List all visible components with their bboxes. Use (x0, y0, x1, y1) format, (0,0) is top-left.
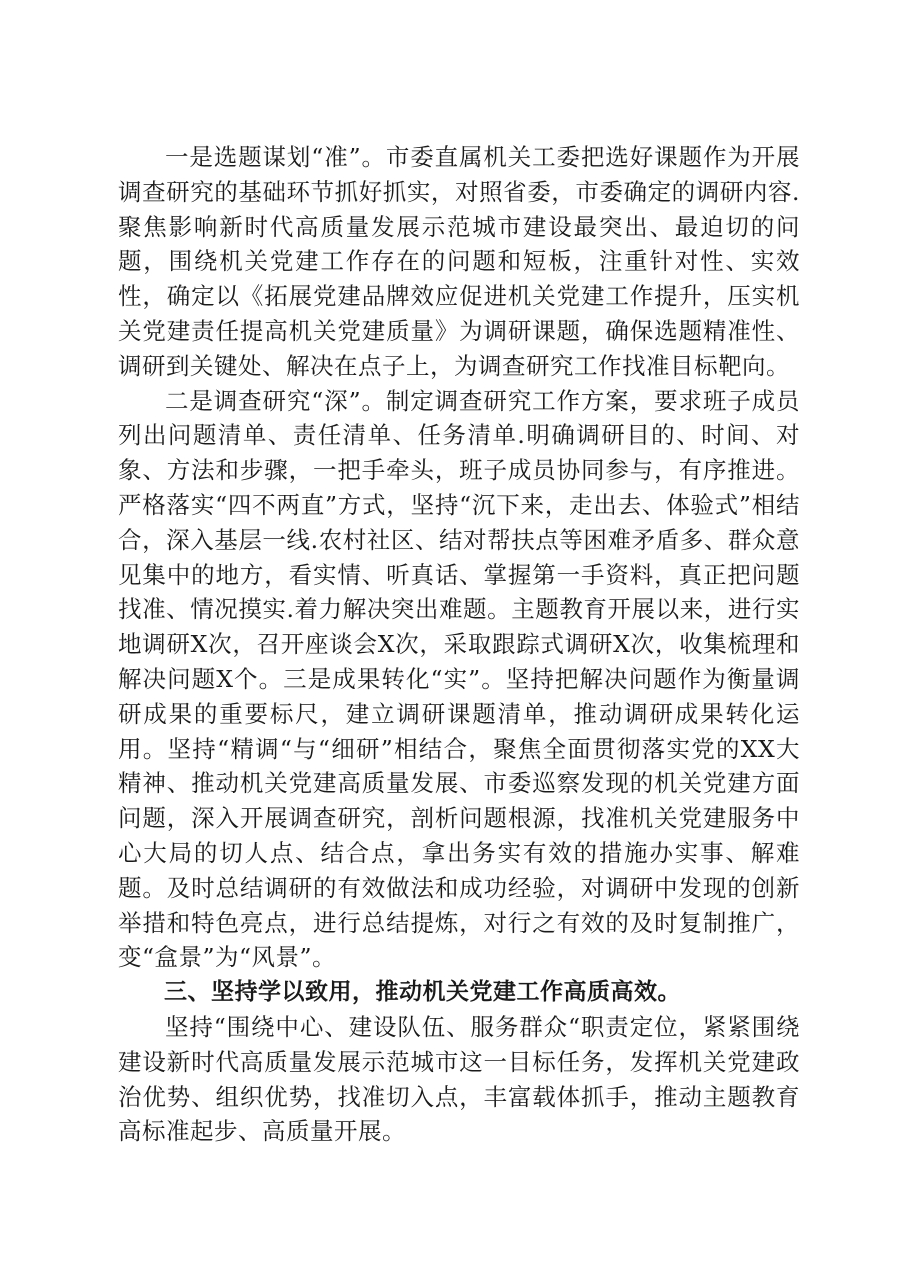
section-heading: 三、坚持学以致用，推动机关党建工作高质高效。 (164, 979, 681, 1006)
paragraph-investigation: 二是调查研究“深”。制定调查研究工作方案，要求班子成员列出问题清单、责任清单、任务清单.明确调研目的、时间、对象、方法和步骤，一把手牵头，班子成员协同参与，有序推进。严格落实“四不两直”方式，坚持“沉下来，走出去、体验式”相结合，深入基层一线.农村社区、结对帮扶点等困难矛盾多、群众意见集中的地方，看实情、听真话、掌握第一手资料，真正把问题找准、情况摸实.着力解决突出难题。主题教育开展以来，进行实地调研X次，召开座谈会X次，采取跟踪式调研X次，收集梳理和解决问题X个。三是成果转化“实”。坚持把解决问题作为衡量调研成果的重要标尺，建立调研课题清单，推动调研成果转化运用。坚持“精调“与“细研”相结合，聚焦全面贯彻落实党的XX大精神、推动机关党建高质量发展、市委巡察发现的机关党建方面问题，深入开展调查研究，剖析问题根源，找准机关党建服务中心大局的切人点、结合点，拿出务实有效的措施办实事、解难题。及时总结调研的有效做法和成功经验，对调研中发现的创新举措和特色亮点，进行总结提炼，对行之有效的及时复制推广，变“盒景”为“风景”。 (118, 386, 800, 972)
paragraph-closing: 坚持“围绕中心、建设队伍、服务群众“职责定位，紧紧围绕建设新时代高质量发展示范城市这一目标任务，发挥机关党建政治优势、组织优势，找准切入点，丰富载体抓手，推动主题教育高标准起步、高质量开展。 (118, 1012, 800, 1146)
paragraph-topic-selection: 一是选题谋划“准”。市委直属机关工委把选好课题作为开展调查研究的基础环节抓好抓实，对照省委，市委确定的调研内容.聚焦影响新时代高质量发展示范城市建设最突出、最迫切的问题，围绕机关党建工作存在的问题和短板，注重针对性、实效性，确定以《拓展党建品牌效应促进机关党建工作提升，压实机关党建责任提高机关党建质量》为调研课题，确保选题精准性、调研到关键处、解决在点子上，为调查研究工作找准目标靶向。 (118, 143, 800, 380)
document-page (118, 140, 800, 1149)
